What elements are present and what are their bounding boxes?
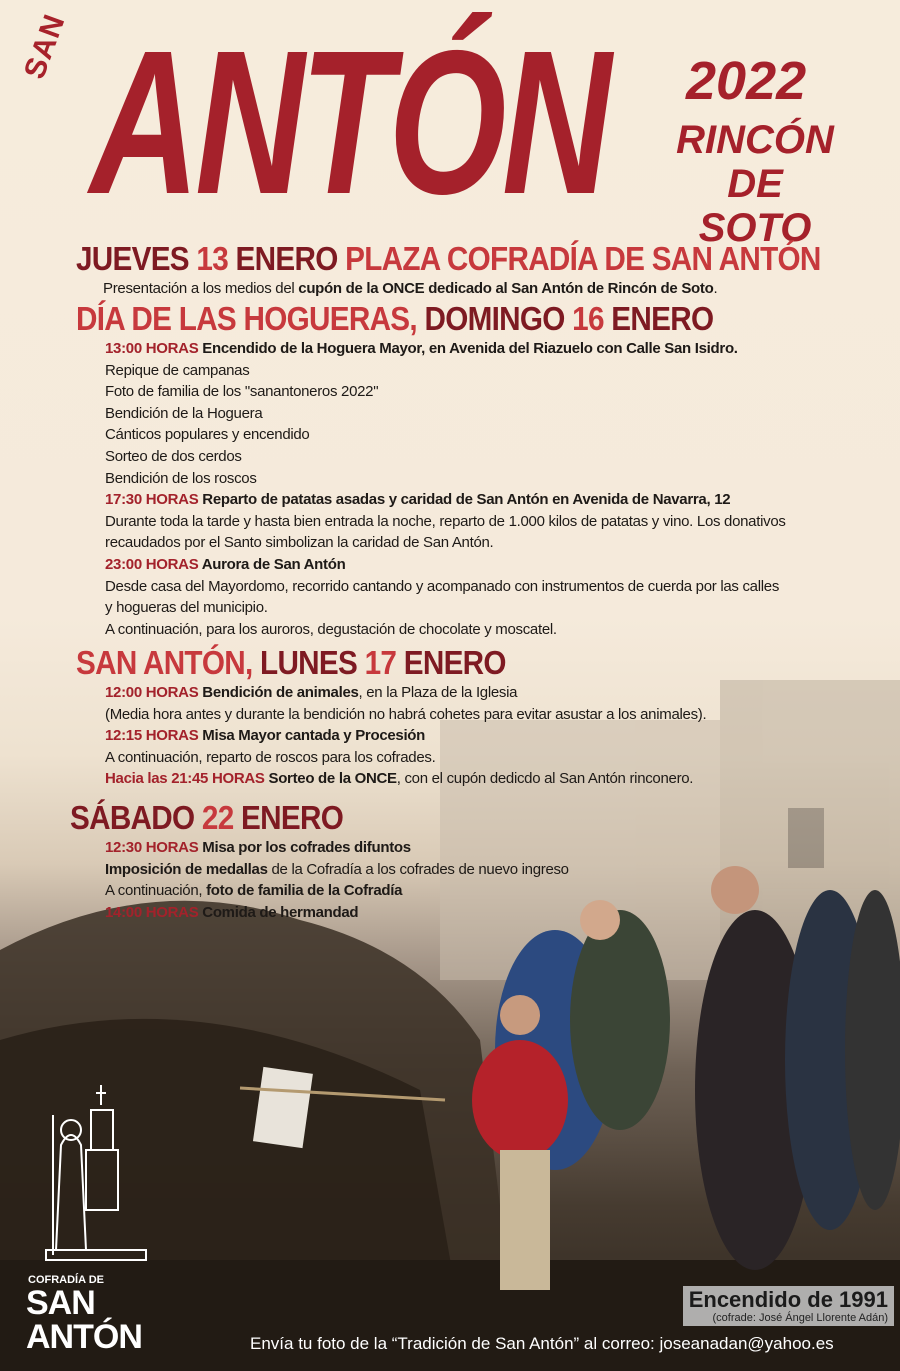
line-text: Desde casa del Mayordomo, recorrido cantando y acompanado con instrumentos de cuerda por las calles [105,577,780,595]
title-san: SAN [18,9,72,84]
line-text: cupón de la ONCE dedicado al San Antón de Rincón de Soto [298,280,714,297]
program-line [105,576,900,598]
heading-part: ENERO [403,644,506,681]
program-line [105,489,900,511]
section-heading [76,300,818,338]
program-line [103,278,900,300]
program-line [105,597,900,619]
line-text: Reparto de patatas asadas y caridad de San Antón en Avenida de Navarra, 12 [202,491,731,509]
program-line [105,338,900,360]
line-text: Repique de campanas [105,361,250,379]
program-line [105,532,900,554]
time-label: 12:15 HORAS [105,727,203,745]
line-text: recaudados por el Santo simbolizan la caridad de San Antón. [105,534,494,552]
time-label: Hacia las 21:45 HORAS [105,770,269,788]
time-label: 23:00 HORAS [105,555,202,573]
line-text: A continuación, para los auroros, degustación de chocolate y moscatel. [105,620,557,638]
section-0 [0,240,900,300]
program-line [105,424,900,446]
line-text: Sorteo de dos cerdos [105,447,242,465]
line-text: Presentación a los medios del [103,280,299,297]
program-line [105,859,900,881]
heading-part: SAN ANTÓN, [76,644,261,681]
heading-part: LUNES [260,644,365,681]
line-text: , con el cupón dedicdo al San Antón rinconero. [396,770,694,788]
heading-part: ENERO [611,300,714,337]
logo-line-1: COFRADÍA DE [28,1274,104,1286]
line-text: y hogueras del municipio. [105,599,268,617]
heading-part: 16 [572,300,612,337]
program-line [105,880,900,902]
footer-email-note: Envía tu foto de la “Tradición de San Antón” al correo: joseanadan@yahoo.es [250,1334,834,1353]
line-text: , en la Plaza de la Iglesia [358,684,518,701]
title-anton: ANTÓN [90,8,608,237]
heading-part: JUEVES [76,240,197,277]
line-text: Aurora de San Antón [201,555,346,573]
program-line [105,902,900,924]
heading-part: DOMINGO [424,300,573,337]
line-text: Bendición de la Hoguera [105,404,263,422]
time-label: 12:00 HORAS [105,684,203,701]
line-text: Comida de hermandad [202,903,359,921]
title-year: 2022 [686,51,807,111]
line-text: Bendición de animales [202,684,359,701]
line-text: Misa Mayor cantada y Procesión [202,727,426,745]
program-line [105,747,900,769]
line-text: Durante toda la tarde y hasta bien entrada la noche, reparto de 1.000 kilos de patatas y vino. Los donativos [105,512,786,530]
place-line-1: RINCÓN [676,118,834,162]
place-line-2: DE SOTO [698,162,812,250]
section-1 [0,300,900,640]
section-3 [0,799,900,923]
line-text: . [713,280,718,297]
program-line [105,619,900,641]
program-line [105,360,900,382]
time-label: 17:30 HORAS [105,491,203,509]
program-line [105,403,900,425]
section-heading [76,240,821,278]
program-line [105,768,900,790]
heading-part: 22 [201,799,242,836]
line-text: Misa por los cofrades difuntos [202,839,411,856]
line-text: A continuación, reparto de roscos para los cofrades. [105,748,436,766]
cofradia-logo [26,1085,166,1354]
line-text: Sorteo de la ONCE [268,770,397,788]
heading-part: PLAZA COFRADÍA DE SAN ANTÓN [345,240,821,277]
section-heading [76,644,818,682]
caption-title: Encendido de 1991 [688,1287,888,1312]
time-label: 13:00 HORAS [105,340,203,357]
section-heading [70,799,817,837]
line-text: Foto de familia de los "sanantoneros 2022" [105,383,379,401]
title-place [670,118,840,250]
logo-line-2: SAN ANTÓN [26,1284,142,1356]
saint-church-emblem [41,1085,151,1265]
program-line [105,704,900,726]
heading-part: DÍA DE LAS HOGUERAS, [76,300,425,337]
heading-part: ENERO [235,240,346,277]
line-text: Encendido de la Hoguera Mayor, en Avenida del Riazuelo con Calle San Isidro. [202,340,738,357]
program-line [105,554,900,576]
time-label: 14:00 HORAS [105,903,203,921]
line-text: Imposición de medallas [105,860,268,878]
photo-caption [683,1286,894,1326]
program-line [105,446,900,468]
program-line [105,468,900,490]
line-text: Cánticos populares y encendido [105,426,310,444]
heading-part: ENERO [241,799,344,836]
program-line [105,837,900,859]
line-text: Bendición de los roscos [105,469,257,487]
paper-torch [253,1067,313,1148]
line-text: A continuación, [105,882,207,900]
program-line [105,511,900,533]
line-text: (Media hora antes y durante la bendición no habrá cohetes para evitar asustar a los animales). [105,705,707,723]
line-text: de la Cofradía a los cofrades de nuevo ingreso [267,860,569,878]
heading-part: SÁBADO [70,799,202,836]
line-text: foto de familia de la Cofradía [206,882,403,900]
program-line [105,682,900,704]
caption-subtitle: (cofrade: José Ángel Llorente Adán) [712,1312,888,1324]
time-label: 12:30 HORAS [105,839,203,856]
heading-part: 17 [364,644,404,681]
program-line [105,725,900,747]
section-2 [0,644,900,790]
program-line [105,381,900,403]
heading-part: 13 [196,240,236,277]
